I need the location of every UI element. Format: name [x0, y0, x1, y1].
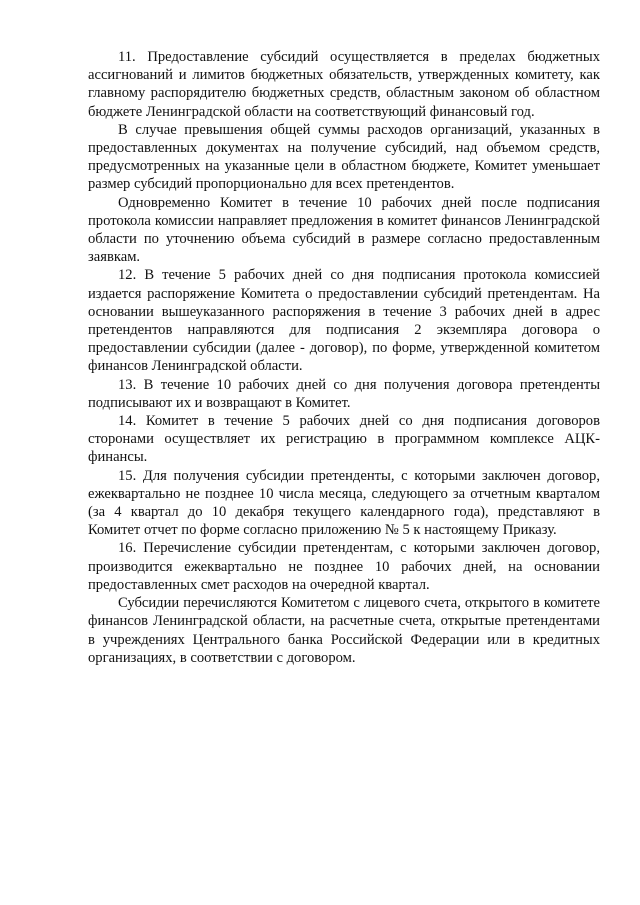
- paragraph-16-subsidy-transfer: 16. Перечисление субсидии претендентам, с которыми заключен договор, производится ежеквартально не позднее 10 рабочих дней, на основании предоставленных смет расходов на очередной квартал.: [88, 540, 600, 593]
- paragraph-12-order-issuance: 12. В течение 5 рабочих дней со дня подписания протокола комиссией издается распоряжение Комитета о предоставлении субсидий претендентам. На основании вышеуказанного распоряжения в течение 3 рабочих дней в адрес претендентов направляются для подписания 2 экземпляра договора о предоставлении субсидии (далее - договор), по форме, утвержденной комитетом финансов Ленинградской области.: [88, 267, 600, 375]
- paragraph-11-funding-limits: 11. Предоставление субсидий осуществляется в пределах бюджетных ассигнований и лимитов бюджетных обязательств, утвержденных комитету, как главному распорядителю бюджетных средств, областным законом об областном бюджете Ленинградской области на соответствующий финансовый год.: [88, 49, 600, 120]
- paragraph-finance-committee-proposal: Одновременно Комитет в течение 10 рабочих дней после подписания протокола комиссии направляет предложения в комитет финансов Ленинградской области по уточнению объема субсидий в размере согласно предоставленным заявкам.: [88, 194, 600, 266]
- paragraph-account-transfer: Субсидии перечисляются Комитетом с лицевого счета, открытого в комитете финансов Ленинградской области, на расчетные счета, открытые претендентами в учреждениях Центрального банка Российской Федерации или в кредитных организациях, в соответствии с договором.: [88, 595, 600, 666]
- paragraph-proportional-reduction: В случае превышения общей суммы расходов организаций, указанных в предоставленных документах на получение субсидий, над объемом средств, предусмотренных на указанные цели в областном бюджете, Комитет уменьшает размер субсидий пропорционально для всех претендентов.: [88, 121, 600, 193]
- paragraph-13-contract-signing: 13. В течение 10 рабочих дней со дня получения договора претенденты подписывают их и возвращают в Комитет.: [88, 376, 600, 411]
- paragraph-15-quarterly-report: 15. Для получения субсидии претенденты, с которыми заключен договор, ежеквартально не позднее 10 числа месяца, следующего за отчетным кварталом (за 4 квартал до 10 декабря текущего календарного года), представляют в Комитет отчет по форме согласно приложению № 5 к настоящему Приказу.: [88, 467, 600, 539]
- paragraph-14-contract-registration: 14. Комитет в течение 5 рабочих дней со дня подписания договоров сторонами осуществляет их регистрацию в программном комплексе АЦК-финансы.: [88, 413, 600, 466]
- document-page: [88, 48, 600, 667]
